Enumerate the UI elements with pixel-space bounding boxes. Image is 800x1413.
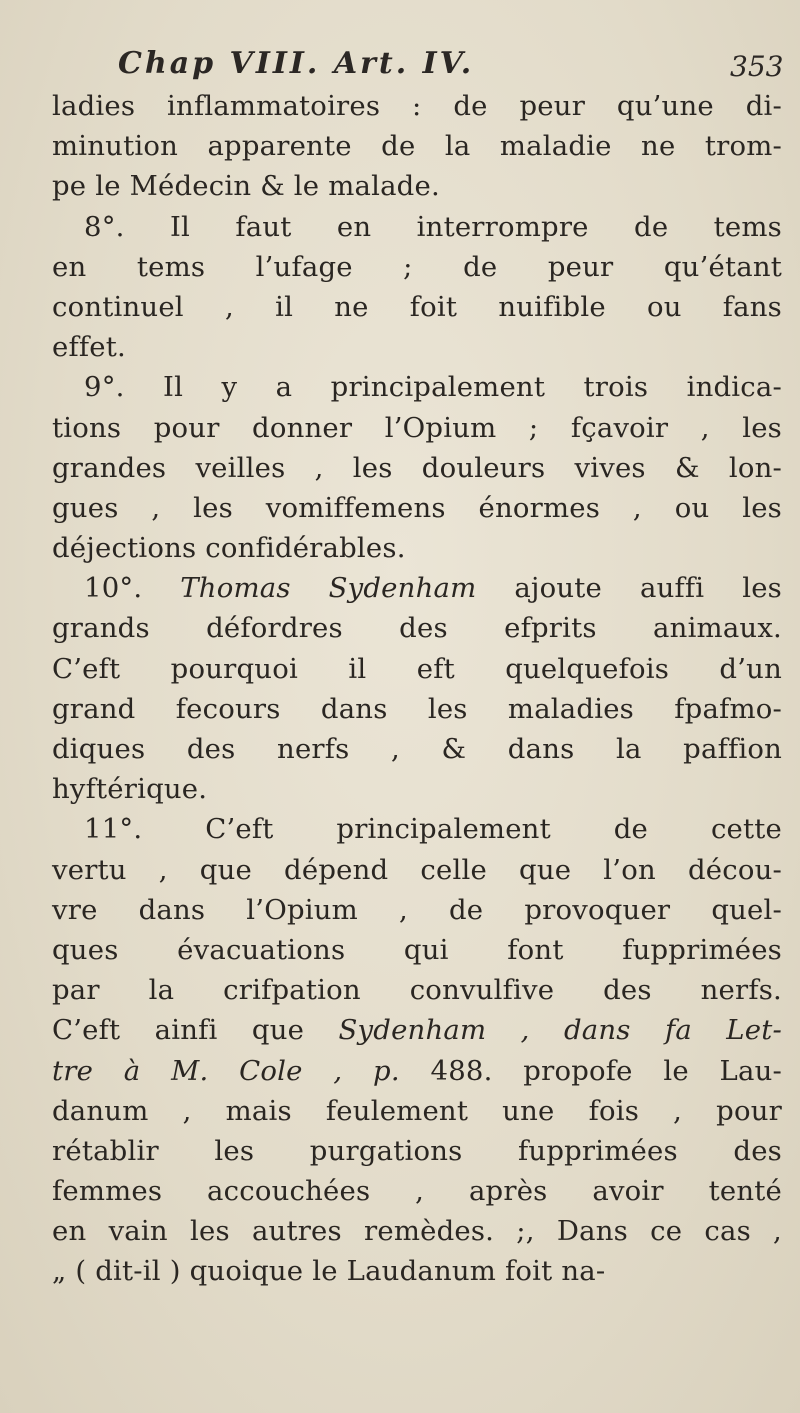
text-line: minution apparente de la maladie ne trom- — [52, 130, 782, 163]
text-line: pe le Médecin & le malade. — [52, 170, 440, 203]
text-line: „ ( dit-il ) quoique le Laudanum foit na- — [52, 1255, 606, 1288]
italic-text: Thomas Sydenham — [180, 572, 477, 605]
text-line — [52, 1010, 782, 1050]
text-line: hyftérique. — [52, 773, 208, 806]
text-line: ladies inflammatoires : de peur qu’une di- — [52, 90, 782, 122]
text-line: rétablir les purgations fupprimées des — [52, 1134, 782, 1167]
text-line — [52, 1051, 782, 1091]
text-line — [52, 568, 782, 608]
text-segment: ajoute auffi les — [476, 572, 782, 605]
text-line: effet. — [52, 331, 126, 364]
italic-text: Sydenham , dans fa Let- — [338, 1014, 782, 1047]
page-number: 353 — [730, 50, 784, 83]
text-line: tions pour donner l’Opium ; fçavoir , les — [52, 411, 782, 444]
running-header: Chap VIII. Art. IV. — [118, 46, 475, 81]
italic-text: tre à M. Cole , p. — [52, 1054, 400, 1087]
text-line: vertu , que dépend celle que l’on décou- — [52, 853, 782, 886]
text-line: par la crifpation convulfive des nerfs. — [52, 974, 782, 1007]
text-line: 11°. C’eft principalement de cette — [84, 813, 782, 846]
text-line: déjections confidérables. — [52, 532, 406, 565]
text-line: continuel , il ne foit nuifible ou fans — [52, 290, 782, 323]
text-line: en vain les autres remèdes. ;, Dans ce cas , — [52, 1215, 782, 1248]
text-line: gues , les vomiffemens énormes , ou les — [52, 491, 782, 524]
text-line: femmes accouchées , après avoir tenté — [52, 1175, 782, 1208]
text-line: en tems l’ufage ; de peur qu’étant — [52, 250, 782, 283]
text-line: danum , mais feulement une fois , pour — [52, 1094, 782, 1127]
text-line: 9°. Il y a principalement trois indica- — [84, 371, 782, 404]
text-line: grands défordres des efprits animaux. — [52, 612, 782, 645]
text-segment: 488. propofe le Lau- — [399, 1054, 783, 1087]
text-segment: C’eft ainfi que — [52, 1014, 339, 1047]
text-line: 8°. Il faut en interrompre de tems — [84, 210, 782, 243]
text-line: diques des nerfs , & dans la paffion — [52, 733, 782, 765]
text-line: grandes veilles , les douleurs vives & lon- — [52, 451, 782, 484]
text-segment: 10°. — [84, 572, 181, 605]
text-line: C’eft pourquoi il eft quelquefois d’un — [52, 652, 782, 685]
text-line: vre dans l’Opium , de provoquer quel- — [52, 893, 782, 926]
text-line: ques évacuations qui font fupprimées — [52, 933, 782, 966]
body-text — [52, 86, 782, 1292]
text-line: grand fecours dans les maladies fpafmo- — [52, 692, 782, 725]
